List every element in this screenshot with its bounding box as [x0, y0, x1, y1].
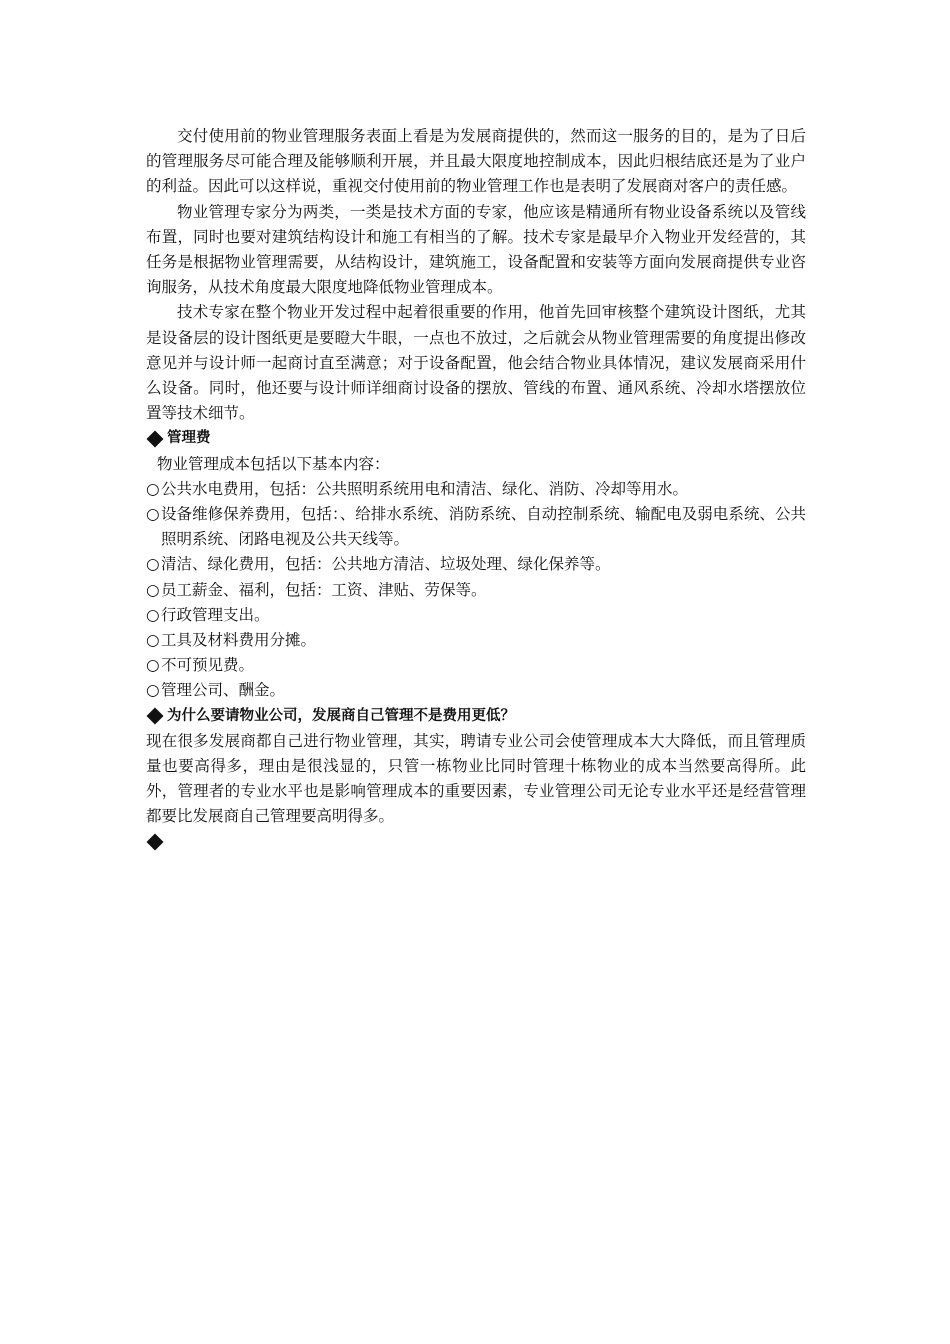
list-item: [146, 502, 806, 552]
why-body-paragraph: 现在很多发展商都自己进行物业管理，其实，聘请专业公司会使管理成本大大降低，而且管理质量也要高得多，理由是很浅显的，只管一栋物业比同时管理十栋物业的成本当然要高得所。此外，管理者的专业水平也是影响管理成本的重要因素，专业管理公司无论专业水平还是经营管理都要比发展商自己管理要高明得多。: [146, 731, 806, 826]
intro-paragraph: 交付使用前的物业管理服务表面上看是为发展商提供的，然而这一服务的目的，是为了日后的管理服务尽可能合理及能够顺利开展，并且最大限度地控制成本，因此归根结底还是为了业户的利益。因此可以这样说，重视交付使用前的物业管理工作也是表明了发展商对客户的责任感。: [146, 127, 806, 196]
circle-bullet-icon: ○: [146, 580, 160, 599]
fee-lead-text: 物业管理成本包括以下基本内容：: [157, 454, 390, 473]
diamond-bullet-icon: [147, 431, 164, 448]
circle-bullet-icon: ○: [146, 631, 160, 650]
list-item-text: 工具及材料费用分摊。: [161, 631, 317, 650]
circle-bullet-icon: ○: [146, 505, 160, 524]
list-item: [146, 578, 806, 603]
list-item-text: 清洁、绿化费用，包括：公共地方清洁、垃圾处理、绿化保养等。: [161, 555, 611, 574]
list-item: [146, 653, 806, 678]
list-item-text: 不可预见费。: [161, 656, 255, 675]
list-item: [146, 603, 806, 628]
list-item: [146, 628, 806, 653]
list-item-text: 公共水电费用，包括：公共照明系统用电和清洁、绿化、消防、冷却等用水。: [161, 479, 689, 498]
list-item: [146, 552, 806, 577]
list-item: [146, 678, 806, 703]
circle-bullet-icon: ○: [146, 479, 160, 498]
document-page: [146, 124, 806, 855]
list-item-text: 行政管理支出。: [161, 605, 270, 624]
list-item-text: 设备维修保养费用，包括：、给排水系统、消防系统、自动控制系统、输配电及弱电系统、公共照明系统、闭路电视及公共天线等。: [161, 505, 806, 549]
circle-bullet-icon: ○: [146, 555, 160, 574]
list-item-text: 员工薪金、福利，包括：工资、津贴、劳保等。: [161, 580, 487, 599]
section-heading-empty: [146, 830, 806, 855]
section-heading-text: 为什么要请物业公司，发展商自己管理不是费用更低？: [167, 707, 515, 724]
diamond-bullet-icon: [147, 834, 164, 851]
circle-bullet-icon: ○: [146, 681, 160, 700]
circle-bullet-icon: ○: [146, 656, 160, 675]
list-item: [146, 477, 806, 502]
intro-paragraph: 技术专家在整个物业开发过程中起着很重要的作用，他首先回审核整个建筑设计图纸，尤其是设备层的设计图纸更是要瞪大牛眼，一点也不放过，之后就会从物业管理需要的角度提出修改意见并与设计师一起商讨直至满意；对于设备配置，他会结合物业具体情况，建议发展商采用什么设备。同时，他还要与设计师详细商讨设备的摆放、管线的布置、通风系统、冷却水塔摆放位置等技术细节。: [146, 303, 806, 423]
diamond-bullet-icon: [147, 708, 164, 725]
list-item-text: 管理公司、酬金。: [161, 681, 286, 700]
section-heading-why: [146, 704, 806, 729]
intro-paragraph: 物业管理专家分为两类，一类是技术方面的专家，他应该是精通所有物业设备系统以及管线布置，同时也要对建筑结构设计和施工有相当的了解。技术专家是最早介入物业开发经营的，其任务是根据物业管理需要，从结构设计，建筑施工，设备配置和安装等方面向发展商提供专业咨询服务，从技术角度最大限度地降低物业管理成本。: [146, 202, 806, 297]
circle-bullet-icon: ○: [146, 605, 160, 624]
section-heading-fee: [146, 426, 806, 451]
section-heading-text: 管理费: [167, 430, 211, 447]
